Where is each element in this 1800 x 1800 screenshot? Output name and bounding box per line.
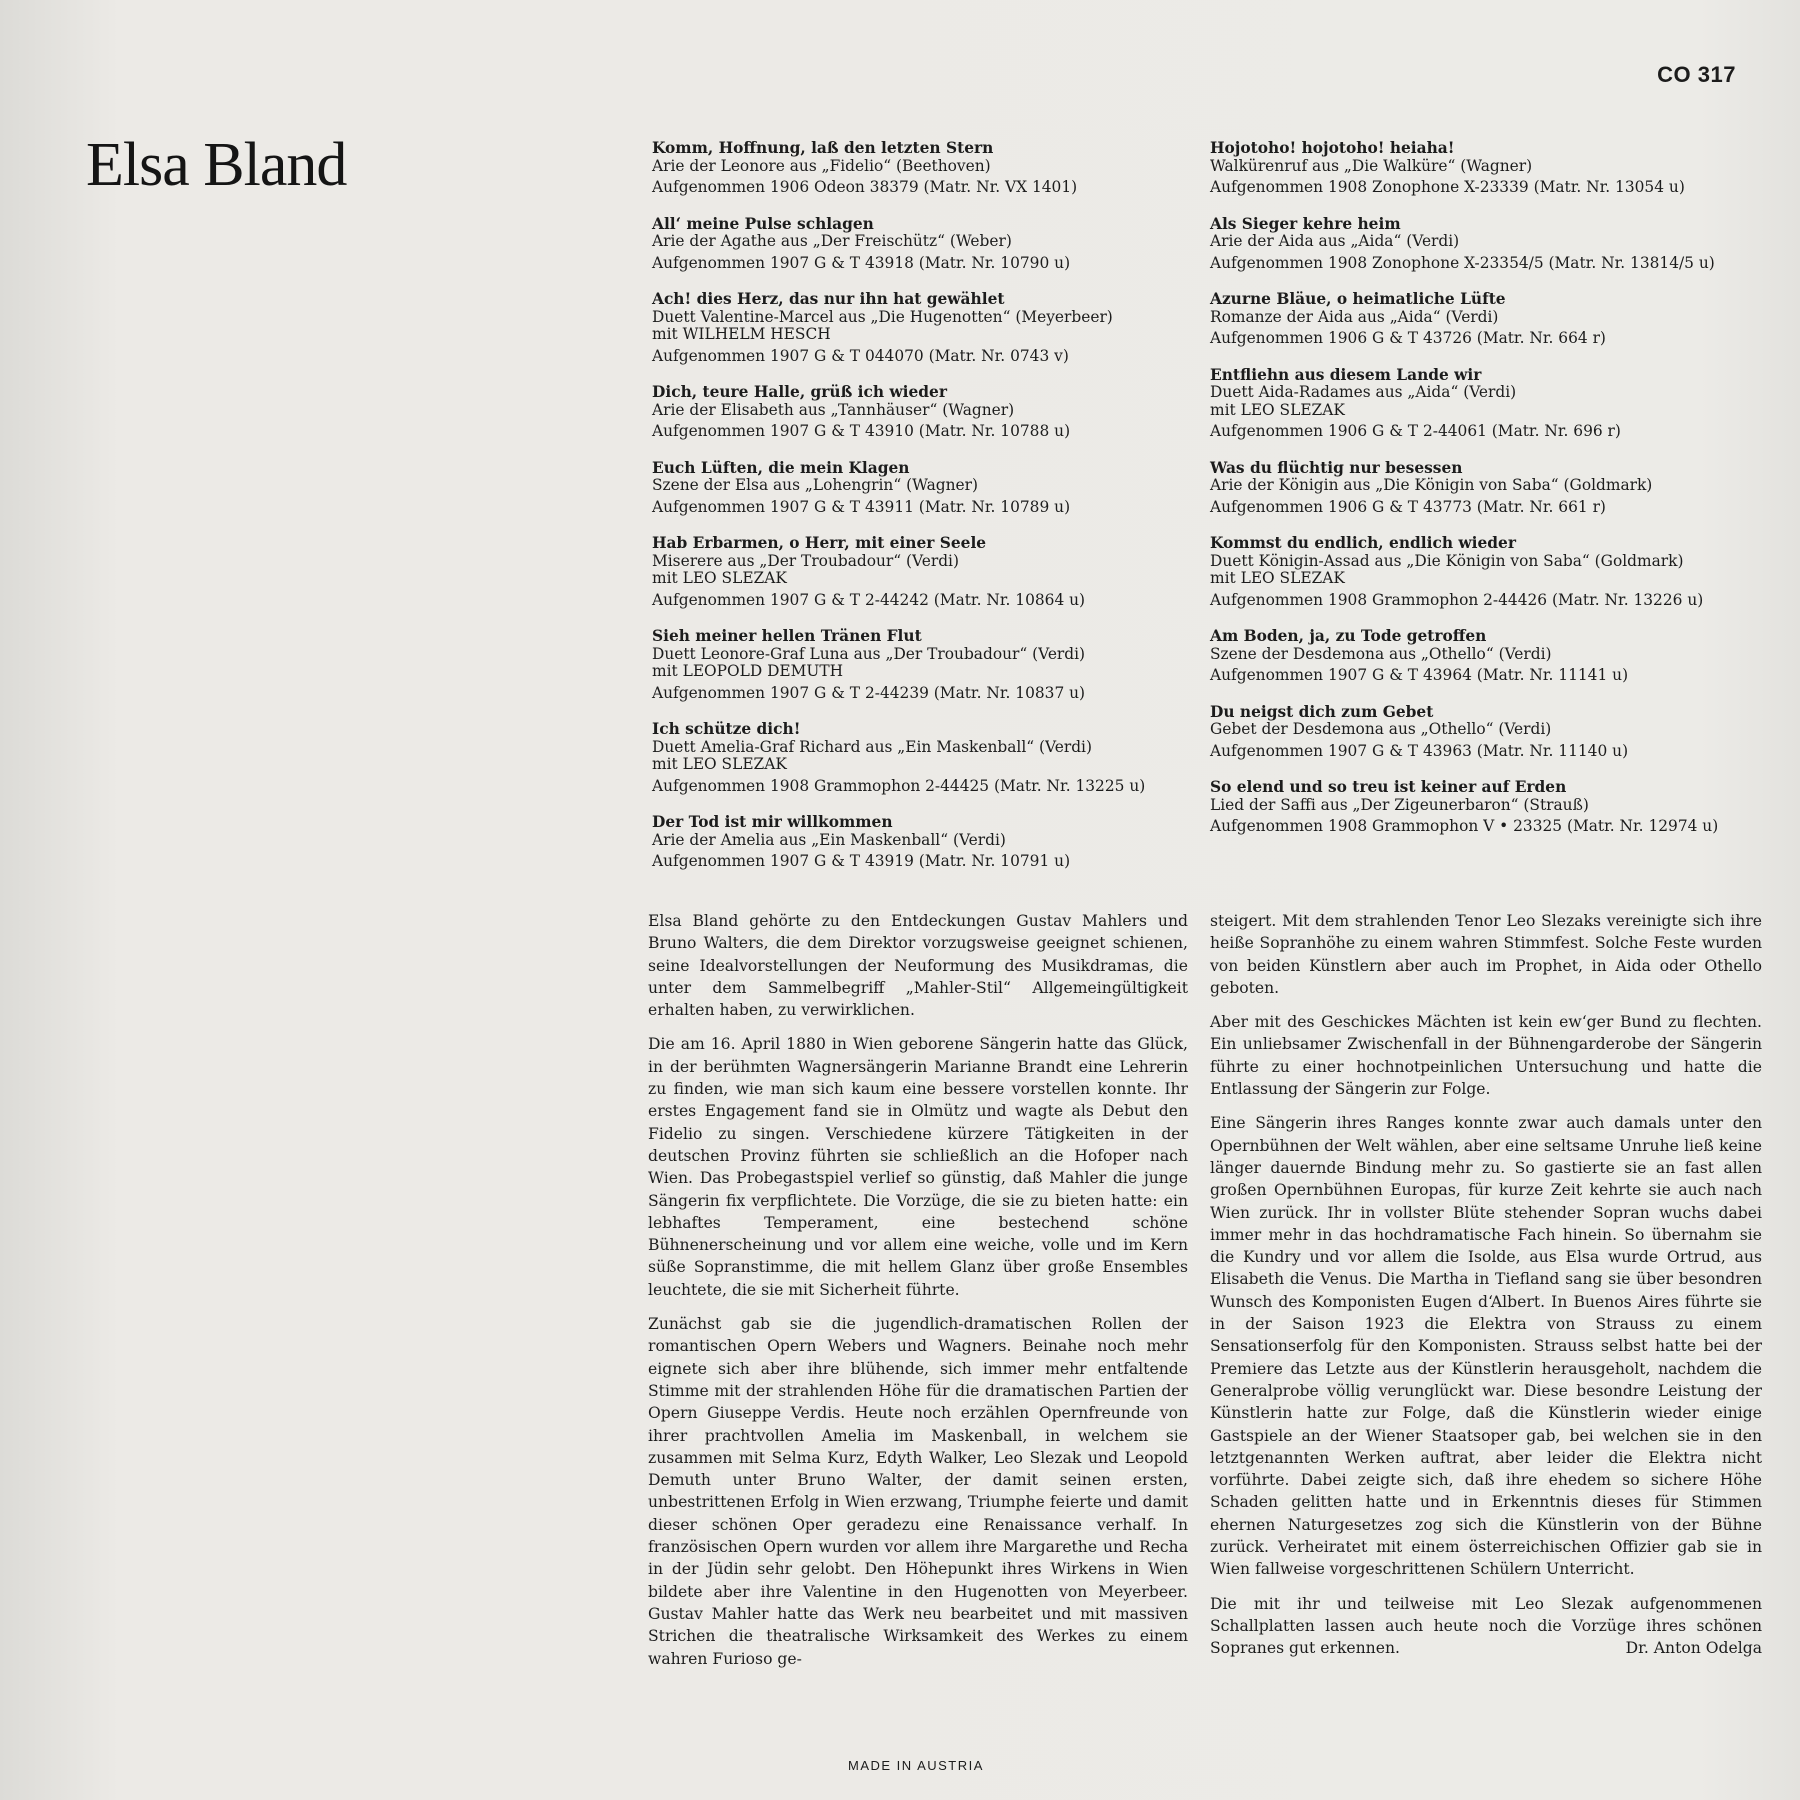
track-entry bbox=[652, 814, 1212, 871]
track-recording: Aufgenommen 1907 G & T 044070 (Matr. Nr. 0743 v) bbox=[652, 346, 1069, 365]
track-entry bbox=[652, 384, 1212, 441]
track-entry bbox=[652, 628, 1212, 702]
track-recording: Aufgenommen 1907 G & T 2-44239 (Matr. Nr. 10837 u) bbox=[652, 683, 1086, 702]
track-title: Als Sieger kehre heim bbox=[1210, 214, 1401, 233]
track-title: Azurne Bläue, o heimatliche Lüfte bbox=[1210, 290, 1506, 308]
track-recording: Aufgenommen 1908 Grammophon V • 23325 (Matr. Nr. 12974 u) bbox=[1210, 817, 1719, 835]
track-description: Arie der Königin aus „Die Königin von Saba“ (Goldmark) bbox=[1210, 476, 1653, 494]
track-recording: Aufgenommen 1907 G & T 43919 (Matr. Nr. 10791 u) bbox=[652, 852, 1071, 870]
track-title: Am Boden, ja, zu Tode getroffen bbox=[1210, 627, 1487, 645]
track-description: Szene der Desdemona aus „Othello“ (Verdi) bbox=[1210, 644, 1552, 663]
track-description: Arie der Agathe aus „Der Freischütz“ (Weber) bbox=[652, 232, 1012, 250]
track-recording: Aufgenommen 1907 G & T 43910 (Matr. Nr. 10788 u) bbox=[652, 422, 1071, 440]
track-title: Hojotoho! hojotoho! heiaha! bbox=[1210, 139, 1455, 157]
track-entry bbox=[1210, 140, 1780, 197]
track-entry bbox=[1210, 535, 1780, 609]
bio-paragraph-last bbox=[1210, 1593, 1762, 1660]
bio-paragraph-text: Die mit ihr und teilweise mit Leo Slezak aufgenommenen Schallplatten lassen auch heute noch die Vorzüge ihres schönen Sopranes gut erkennen. bbox=[1210, 1594, 1762, 1658]
biography-column-left bbox=[648, 910, 1188, 1682]
tracklist-left bbox=[652, 140, 1212, 890]
artist-name: Elsa Bland bbox=[86, 131, 347, 199]
track-entry bbox=[652, 535, 1212, 609]
track-description: Duett Amelia-Graf Richard aus „Ein Maskenball“ (Verdi) bbox=[652, 737, 1092, 756]
track-title: Dich, teure Halle, grüß ich wieder bbox=[652, 383, 947, 401]
track-description: Walkürenruf aus „Die Walküre“ (Wagner) bbox=[1210, 156, 1533, 175]
track-entry bbox=[1210, 628, 1780, 685]
track-description: Arie der Aida aus „Aida“ (Verdi) bbox=[1210, 232, 1460, 250]
track-title: Ich schütze dich! bbox=[652, 720, 801, 738]
track-description: Szene der Elsa aus „Lohengrin“ (Wagner) bbox=[652, 476, 978, 494]
track-title: Du neigst dich zum Gebet bbox=[1210, 702, 1434, 721]
track-title: Entfliehn aus diesem Lande wir bbox=[1210, 365, 1482, 384]
track-recording: Aufgenommen 1906 G & T 43773 (Matr. Nr. 661 r) bbox=[1210, 497, 1606, 516]
track-title: Komm, Hoffnung, laß den letzten Stern bbox=[652, 139, 994, 157]
track-description: Duett Leonore-Graf Luna aus „Der Troubadour“ (Verdi) bbox=[652, 644, 1086, 663]
track-description: Miserere aus „Der Troubadour“ (Verdi) bbox=[652, 551, 959, 570]
track-partner: mit LEO SLEZAK bbox=[1210, 400, 1345, 419]
track-recording: Aufgenommen 1908 Zonophone X-23354/5 (Matr. Nr. 13814/5 u) bbox=[1210, 253, 1715, 272]
bio-paragraph: Zunächst gab sie die jugendlich-dramatischen Rollen der romantischen Opern Webers und Wagners. Beinahe noch mehr eignete sich aber ihre blühende, sich immer mehr entfaltende Stimme mit der strahlenden Höhe für die dramatischen Partien der Opern Giuseppe Verdis. Heute noch erzählen Opernfreunde von ihrer prachtvollen Amelia im Maskenball, in welchem sie zusammen mit Selma Kurz, Edyth Walker, Leo Slezak und Leopold Demuth unter Bruno Walter, der damit seinen ersten, unbestrittenen Erfolg in Wien erzwang, Triumphe feierte und damit dieser schönen Oper geradezu eine Renaissance verhalf. In französischen Opern wurden vor allem ihre Margarethe und Recha in der Jüdin sehr gelobt. Den Höhepunkt ihres Wirkens in Wien bildete aber ihre Valentine in den Hugenotten von Meyerbeer. Gustav Mahler hatte das Werk neu bearbeitet und mit massiven Strichen die theatralische Wirksamkeit des Werkes zu einem wahren Furioso ge- bbox=[648, 1315, 1188, 1668]
track-description: Arie der Leonore aus „Fidelio“ (Beethoven) bbox=[652, 156, 991, 175]
track-description: Romanze der Aida aus „Aida“ (Verdi) bbox=[1210, 307, 1499, 326]
bio-paragraph: steigert. Mit dem strahlenden Tenor Leo Slezaks vereinigte sich ihre heiße Sopranhöhe zu einem wahren Stimmfest. Solche Feste wurden von beiden Künstlern aber auch im Prophet, in Aida oder Othello geboten. bbox=[1210, 912, 1762, 997]
track-description: Lied der Saffi aus „Der Zigeunerbaron“ (Strauß) bbox=[1210, 795, 1589, 814]
bio-paragraph: Aber mit des Geschickes Mächten ist kein ew‘ger Bund zu flechten. Ein unliebsamer Zwischenfall in der Bühnengarderobe der Sängerin führte zu einer hochnotpeinlichen Untersuchung und hatte die Entlassung der Sängerin zur Folge. bbox=[1210, 1013, 1762, 1099]
track-entry bbox=[1210, 291, 1780, 348]
track-description: Duett Valentine-Marcel aus „Die Hugenotten“ (Meyerbeer) bbox=[652, 307, 1113, 326]
track-title: Hab Erbarmen, o Herr, mit einer Seele bbox=[652, 534, 987, 552]
bio-paragraph: Die am 16. April 1880 in Wien geborene Sängerin hatte das Glück, in der berühmten Wagnersängerin Marianne Brandt eine Lehrerin zu finden, wie man sich kaum eine bessere vorstellen konnte. Ihr erstes Engagement fand sie in Olmütz und wagte als Debut den Fidelio zu singen. Verschiedene kürzere Tätigkeiten in der deutschen Provinz führten sie schließlich an die Hofoper nach Wien. Das Probegastspiel verlief so günstig, daß Mahler die junge Sängerin fix verpflichtete. Die Vorzüge, die sie zu bieten hatte: ein lebhaftes Temperament, eine bestechend schöne Bühnenerscheinung und vor allem eine weiche, volle und im Kern süße Sopranstimme, die mit hellem Glanz über große Ensembles leuchtete, die sie mit Sicherheit führte. bbox=[648, 1035, 1188, 1299]
track-recording: Aufgenommen 1907 G & T 43911 (Matr. Nr. 10789 u) bbox=[652, 497, 1071, 516]
bio-paragraph: Elsa Bland gehörte zu den Entdeckungen Gustav Mahlers und Bruno Walters, die dem Direktor vorzugsweise geeignet schienen, seine Idealvorstellungen der Neuformung des Musikdramas, die unter dem Sammelbegriff „Mahler-Stil“ Allgemeingültigkeit erhalten haben, zu verwirklichen. bbox=[648, 912, 1188, 1020]
track-recording: Aufgenommen 1908 Grammophon 2-44425 (Matr. Nr. 13225 u) bbox=[652, 776, 1146, 795]
author-signature: Dr. Anton Odelga bbox=[1625, 1639, 1762, 1658]
track-entry bbox=[1210, 367, 1780, 441]
track-description: Duett Aida-Radames aus „Aida“ (Verdi) bbox=[1210, 383, 1517, 401]
track-partner: mit LEO SLEZAK bbox=[1210, 569, 1345, 587]
track-recording: Aufgenommen 1907 G & T 43964 (Matr. Nr. 11141 u) bbox=[1210, 666, 1629, 684]
track-recording: Aufgenommen 1906 Odeon 38379 (Matr. Nr. VX 1401) bbox=[652, 178, 1078, 196]
track-recording: Aufgenommen 1906 G & T 43726 (Matr. Nr. 664 r) bbox=[1210, 329, 1606, 347]
biography-column-right bbox=[1210, 910, 1762, 1672]
track-entry bbox=[1210, 216, 1780, 273]
made-in-label: MADE IN AUSTRIA bbox=[848, 1758, 984, 1773]
track-recording: Aufgenommen 1906 G & T 2-44061 (Matr. Nr. 696 r) bbox=[1210, 422, 1621, 440]
track-entry bbox=[1210, 704, 1780, 761]
track-title: Euch Lüften, die mein Klagen bbox=[652, 458, 910, 477]
track-entry bbox=[652, 291, 1212, 365]
track-entry bbox=[652, 216, 1212, 273]
track-description: Duett Königin-Assad aus „Die Königin von Saba“ (Goldmark) bbox=[1210, 551, 1684, 570]
bio-paragraph: Eine Sängerin ihres Ranges konnte zwar auch damals unter den Opernbühnen der Welt wählen, aber eine seltsame Unruhe ließ keine länger dauernde Bindung mehr zu. So gastierte sie an fast allen großen Opernbühnen Europas, für kurze Zeit kehrte sie auch nach Wien zurück. Ihr in vollster Blüte stehender Sopran wuchs dabei immer mehr in das hochdramatische Fach hinein. So übernahm sie die Kundry und vor allem die Isolde, aus Elsa wurde Ortrud, aus Elisabeth die Venus. Die Martha in Tiefland sang sie über besondren Wunsch des Komponisten Eugen d‘Albert. In Buenos Aires führte sie in der Saison 1923 die Elektra von Strauss zu einem Sensationserfolg für den Komponisten. Strauss selbst hatte bei der Premiere das Letzte aus der Künstlerin herausgeholt, nachdem die Generalprobe völlig verunglückt war. Diese besondre Leistung der Künstlerin hatte zur Folge, daß die Künstlerin wieder einige Gastspiele an der Wiener Staatsoper gab, bei welchen sie in den letztgenannten Werken auftrat, aber leider die Elektra nicht vorführte. Dabei zeigte sich, daß ihre ehedem so sichere Höhe Schaden gelitten hatte und in Erkenntnis dieses für Stimmen ehernen Naturgesetzes zog sich die Künstlerin von der Bühne zurück. Verheiratet mit einem österreichischen Offizier gab sie in Wien fallweise vorgeschrittenen Schülern Unterricht. bbox=[1210, 1114, 1762, 1579]
track-partner: mit WILHELM HESCH bbox=[652, 325, 831, 343]
track-entry bbox=[652, 721, 1212, 795]
track-recording: Aufgenommen 1908 Grammophon 2-44426 (Matr. Nr. 13226 u) bbox=[1210, 590, 1704, 609]
track-description: Arie der Elisabeth aus „Tannhäuser“ (Wagner) bbox=[652, 400, 1015, 419]
track-recording: Aufgenommen 1907 G & T 43963 (Matr. Nr. 11140 u) bbox=[1210, 741, 1629, 760]
track-title: Was du flüchtig nur besessen bbox=[1210, 458, 1463, 477]
track-title: Kommst du endlich, endlich wieder bbox=[1210, 534, 1516, 552]
catalog-number: CO 317 bbox=[1657, 62, 1736, 87]
track-recording: Aufgenommen 1908 Zonophone X-23339 (Matr. Nr. 13054 u) bbox=[1210, 178, 1685, 196]
track-description: Arie der Amelia aus „Ein Maskenball“ (Verdi) bbox=[652, 830, 1006, 849]
track-title: Der Tod ist mir willkommen bbox=[652, 813, 893, 831]
track-entry bbox=[652, 460, 1212, 517]
track-partner: mit LEO SLEZAK bbox=[652, 569, 787, 587]
track-partner: mit LEOPOLD DEMUTH bbox=[652, 662, 844, 680]
track-entry bbox=[1210, 460, 1780, 517]
track-partner: mit LEO SLEZAK bbox=[652, 755, 787, 773]
track-description: Gebet der Desdemona aus „Othello“ (Verdi) bbox=[1210, 720, 1552, 738]
track-entry bbox=[652, 140, 1212, 197]
tracklist-right bbox=[1210, 140, 1780, 855]
track-title: Ach! dies Herz, das nur ihn hat gewählet bbox=[652, 290, 1005, 308]
track-title: Sieh meiner hellen Tränen Flut bbox=[652, 627, 922, 645]
track-entry bbox=[1210, 779, 1780, 836]
track-title: So elend und so treu ist keiner auf Erden bbox=[1210, 778, 1567, 796]
track-title: All‘ meine Pulse schlagen bbox=[652, 214, 874, 233]
track-recording: Aufgenommen 1907 G & T 43918 (Matr. Nr. 10790 u) bbox=[652, 253, 1071, 272]
track-recording: Aufgenommen 1907 G & T 2-44242 (Matr. Nr. 10864 u) bbox=[652, 590, 1086, 609]
